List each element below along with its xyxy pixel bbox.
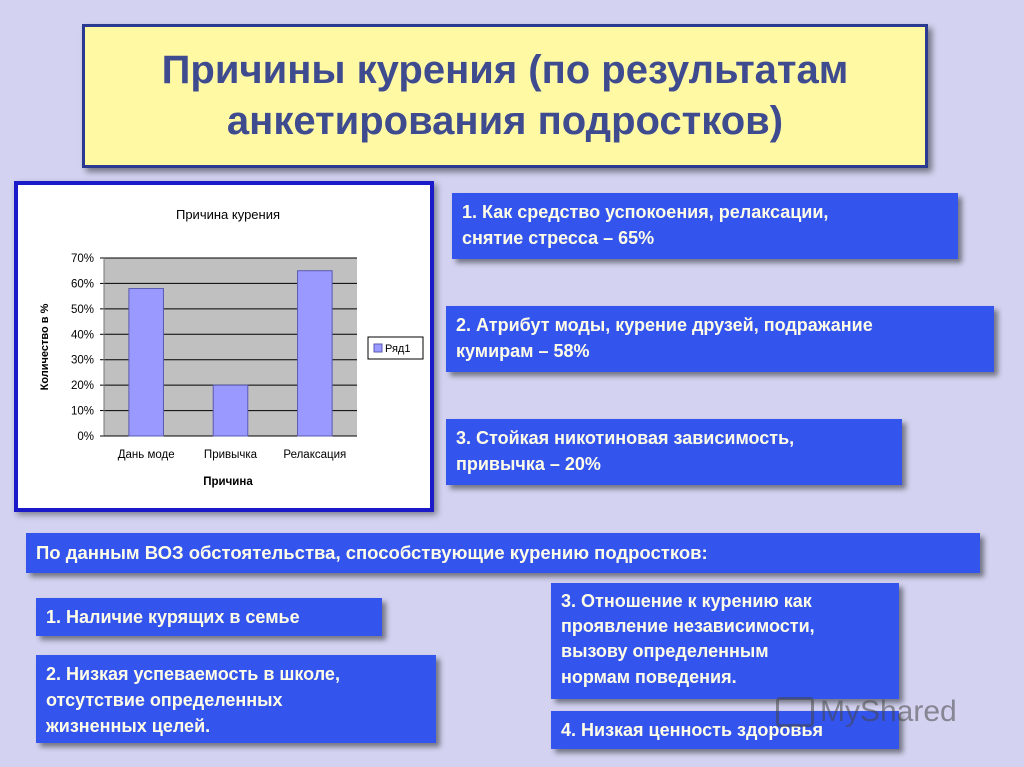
y-axis-title: Количество в % bbox=[39, 303, 51, 391]
bar bbox=[129, 289, 164, 436]
factor-2-line-3: жизненных целей. bbox=[46, 716, 211, 737]
y-tick-label: 10% bbox=[70, 405, 94, 418]
factor-2-line-2: отсутствие определенных bbox=[46, 690, 283, 711]
factor-1: 1. Наличие курящих в семье bbox=[46, 607, 300, 627]
legend-label: Ряд1 bbox=[385, 343, 411, 355]
reason-1-line-1: 1. Как средство успокоения, релаксации, bbox=[462, 202, 829, 222]
who-header: По данным ВОЗ обстоятельства, способствующие курению подростков: bbox=[36, 542, 708, 563]
y-tick-label: 40% bbox=[70, 329, 94, 342]
reason-box-3 bbox=[446, 419, 902, 485]
chart-frame bbox=[14, 181, 434, 512]
chart-title: Причина курения bbox=[175, 207, 281, 222]
x-axis-title: Причина bbox=[203, 476, 253, 488]
factor-box-2 bbox=[36, 655, 436, 743]
reason-box-2 bbox=[446, 306, 994, 372]
reason-3-line-2: привычка – 20% bbox=[456, 454, 601, 475]
watermark bbox=[776, 690, 957, 734]
x-tick-label: Релаксация bbox=[283, 449, 347, 461]
reason-1-line-2: снятие стресса – 65% bbox=[462, 228, 655, 249]
watermark-text: MyShared bbox=[820, 695, 957, 728]
presentation-icon bbox=[776, 697, 814, 727]
legend-swatch bbox=[374, 344, 382, 352]
factor-box-3 bbox=[551, 583, 899, 699]
reason-2-line-2: кумирам – 58% bbox=[456, 341, 590, 362]
who-header-box bbox=[26, 533, 980, 573]
factor-3-line-4: нормам поведения. bbox=[561, 666, 737, 687]
factor-2-line-1: 2. Низкая успеваемость в школе, bbox=[46, 664, 340, 684]
bar bbox=[213, 385, 248, 436]
factor-3-line-2: проявление независимости, bbox=[561, 616, 815, 637]
title-box bbox=[82, 24, 928, 168]
bar-chart bbox=[18, 185, 430, 508]
x-tick-label: Дань моде bbox=[117, 449, 175, 461]
page-title: Причины курения (по результатам анкетирования подростков) bbox=[161, 47, 849, 143]
reason-box-1 bbox=[452, 193, 958, 259]
y-tick-label: 0% bbox=[77, 431, 94, 443]
bar bbox=[298, 271, 333, 436]
factor-4: 4. Низкая ценность здоровья bbox=[561, 720, 824, 740]
x-tick-label: Привычка bbox=[203, 449, 258, 461]
y-tick-label: 70% bbox=[70, 253, 94, 265]
y-tick-label: 50% bbox=[70, 303, 94, 316]
y-tick-label: 60% bbox=[70, 278, 94, 291]
y-tick-label: 30% bbox=[70, 354, 94, 367]
factor-3-line-3: вызову определенным bbox=[561, 641, 769, 662]
reason-2-line-1: 2. Атрибут моды, курение друзей, подражание bbox=[456, 315, 873, 335]
factor-3-line-1: 3. Отношение к курению как bbox=[561, 591, 812, 611]
reason-3-line-1: 3. Стойкая никотиновая зависимость, bbox=[456, 428, 795, 448]
y-tick-label: 20% bbox=[70, 380, 94, 393]
factor-box-1 bbox=[36, 598, 382, 636]
